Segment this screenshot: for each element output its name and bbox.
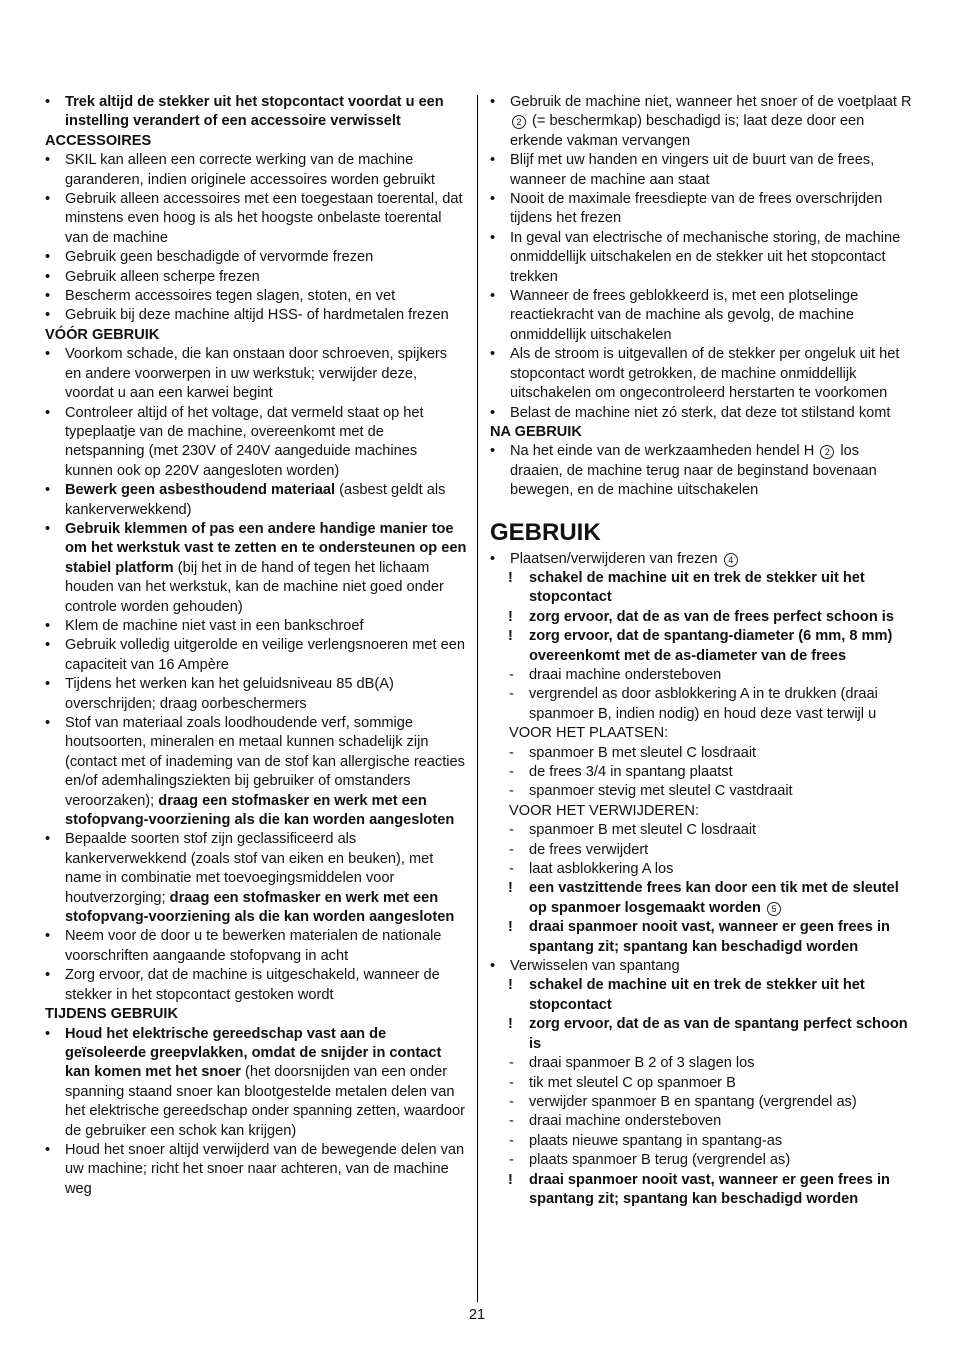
step	[490, 1093, 912, 1112]
bullet: •	[490, 958, 496, 975]
list-item	[45, 830, 467, 927]
list-item	[45, 345, 467, 403]
dash-marker: -	[509, 744, 514, 761]
list-item	[45, 714, 467, 830]
item-bold-text: Gebruik klemmen of pas een andere handige manier toe om het werkstuk vast te zetten en te ondersteunen op een stabiel platform	[65, 520, 467, 576]
step	[490, 841, 912, 860]
step-text: draai machine ondersteboven	[529, 666, 722, 683]
step-text: schakel de machine uit en trek de stekker uit het stopcontact	[529, 977, 865, 1013]
item-text: Voorkom schade, die kan onstaan door schroeven, spijkers en andere voorwerpen in uw werkstuk; verwijder deze, voordat u aan een karwei begint	[65, 346, 448, 402]
dash-marker: -	[509, 1113, 514, 1130]
accessoires-list	[45, 151, 467, 326]
tijdens-gebruik-heading: TIJDENS GEBRUIK	[45, 1006, 178, 1023]
list-item	[45, 248, 467, 267]
dash-marker: -	[509, 666, 514, 683]
list-item	[45, 151, 467, 190]
step-text: draai machine ondersteboven	[529, 1113, 722, 1130]
bullet: •	[490, 346, 496, 363]
step	[490, 1054, 912, 1073]
step-text: schakel de machine uit en trek de stekker uit het stopcontact	[529, 569, 865, 606]
list-item	[45, 520, 467, 617]
list-item	[45, 268, 467, 287]
figure-ref-circle: 2	[512, 115, 526, 129]
step-text: vergrendel as door asblokkering A in te drukken (draai spanmoer B, indien nodig) en houd deze vast terwijl u	[529, 686, 878, 722]
voor-verwijderen-label: VOOR HET VERWIJDEREN:	[509, 802, 700, 819]
intro-list	[45, 93, 467, 132]
item-text: Houd het snoer altijd verwijderd van de bewegende delen van uw machine; richt het snoer naar achteren, van de machine weg	[65, 1141, 465, 1197]
bullet: •	[45, 967, 51, 984]
bullet: •	[45, 404, 51, 421]
item-text: Neem voor de door u te bewerken materialen de nationale voorschriften aangaande stofopvang in acht	[65, 928, 442, 964]
warning-step	[490, 569, 912, 608]
step-text: spanmoer B met sleutel C losdraait	[529, 744, 757, 761]
item-text: Klem de machine niet vast in een bankschroef	[65, 617, 364, 634]
item-text: Tijdens het werken kan het geluidsniveau 85 dB(A) overschrijden; draag oorbeschermers	[65, 676, 394, 712]
bullet: •	[45, 288, 51, 305]
list-item	[490, 93, 912, 151]
item-text: Als de stroom is uitgevallen of de stekker per ongeluk uit het stopcontact wordt getrokken, de machine onmiddellijk uitschakelen om ongecontroleerd herstarten te voorkomen	[510, 346, 900, 402]
list-item	[45, 404, 467, 482]
wisselen-item	[490, 957, 912, 976]
warning-step	[490, 879, 912, 918]
item-bold-text: Bewerk geen asbesthoudend materiaal	[65, 482, 336, 499]
warning-marker: !	[508, 919, 513, 936]
bullet: •	[45, 94, 51, 110]
item-text: (= beschermkap) beschadigd is; laat deze door een erkende vakman vervangen	[510, 113, 865, 149]
gebruik-section-title: GEBRUIK	[490, 518, 601, 546]
dash-marker: -	[509, 841, 514, 858]
dash-marker: -	[509, 686, 514, 703]
bullet: •	[45, 249, 51, 266]
bullet: •	[45, 676, 51, 693]
item-text: Blijf met uw handen en vingers uit de buurt van de frees, wanneer de machine aan staat	[510, 152, 875, 188]
item-bold-text: draag een stofmasker en werk met een stofopvang-voorziening als die kan worden aangesloten	[65, 889, 455, 926]
step-text: draai spanmoer nooit vast, wanneer er geen frees in spantang zit; spantang kan beschadigd worden	[529, 1171, 890, 1207]
dash-marker: -	[509, 1132, 514, 1149]
voor-gebruik-heading: VÓÓR GEBRUIK	[45, 326, 160, 343]
item-text: In geval van electrische of mechanische storing, de machine onmiddellijk uitschakelen en de stekker uit het stopcontact trekken	[510, 229, 901, 285]
list-item	[45, 190, 467, 248]
bullet: •	[490, 229, 496, 246]
list-item	[490, 442, 912, 500]
figure-ref-circle: 5	[767, 902, 781, 916]
na-gebruik-list	[490, 442, 912, 500]
item-text: Bescherm accessoires tegen slagen, stoten, en vet	[65, 288, 396, 305]
item-text: Bepaalde soorten stof zijn geclassificeerd als kankerverwekkend (zoals stof van eiken en beuken), met name in combinatie met toevoegingsmiddelen voor houtverzorging;	[65, 831, 434, 906]
item-text: Stof van materiaal zoals loodhoudende verf, sommige houtsoorten, mineralen en metaal kunnen schadelijk zijn (contact met of inademing van de stof kan allergische reacties en/of ademhalingsziekten bij gebruiker of omstanders veroorzaken);	[65, 715, 465, 809]
list-item	[45, 636, 467, 675]
item-text: Zorg ervoor, dat de machine is uitgeschakeld, wanneer de stekker in het stopcontact gestoken wordt	[65, 967, 440, 1003]
list-item	[45, 1025, 467, 1141]
page-number: 21	[468, 1307, 486, 1323]
warning-marker: !	[508, 1171, 513, 1188]
bullet: •	[45, 617, 51, 634]
left-column	[45, 93, 467, 1199]
step-text: plaats spanmoer B terug (vergrendel as)	[529, 1152, 791, 1169]
bullet: •	[45, 1025, 51, 1042]
item-text: SKIL kan alleen een correcte werking van de machine garanderen, indien originele accessoires worden gebruikt	[65, 152, 435, 188]
item-text: Na het einde van de werkzaamheden hendel H	[510, 443, 819, 460]
plaatsen-steps	[490, 569, 912, 724]
warning-step	[490, 627, 912, 666]
warning-step	[490, 1015, 912, 1054]
step	[490, 685, 912, 724]
step-text: zorg ervoor, dat de as van de spantang perfect schoon is	[529, 1016, 908, 1052]
item-bold-text: Houd het elektrische gereedschap vast aan de geïsoleerde greepvlakken, omdat de snijder in contact kan komen met het snoer	[65, 1025, 442, 1081]
warning-step	[490, 1171, 912, 1210]
list-item	[490, 229, 912, 287]
step	[490, 1112, 912, 1131]
list-item	[490, 151, 912, 190]
warning-marker: !	[508, 1016, 513, 1033]
na-gebruik-heading: NA GEBRUIK	[490, 423, 582, 440]
bullet: •	[490, 443, 496, 460]
item-text: (bij het in de hand of tegen het lichaam houden van het werkstuk, kan de machine niet goed onder controle worden gehouden)	[65, 559, 444, 615]
step-text: de frees verwijdert	[529, 841, 649, 858]
item-text: Controleer altijd of het voltage, dat vermeld staat op het typeplaatje van de machine, overeenkomt met de netspanning (met 230V of 240V aangeduide machines kunnen ook op 220V aangesloten worden)	[65, 404, 424, 479]
item-text: Gebruik bij deze machine altijd HSS- of hardmetalen frezen	[65, 307, 449, 324]
warning-step	[490, 918, 912, 957]
dash-marker: -	[509, 1074, 514, 1091]
warning-step	[490, 976, 912, 1015]
list-item	[490, 190, 912, 229]
item-text: Wanneer de frees geblokkeerd is, met een plotselinge reactiekracht van de machine als gevolg, de machine onmiddellijk uitschakelen	[510, 288, 859, 343]
voor-plaatsen-label: VOOR HET PLAATSEN:	[509, 725, 669, 742]
step-text: plaats nieuwe spantang in spantang-as	[529, 1132, 783, 1149]
item-text: Gebruik alleen accessoires met een toegestaan toerental, dat minstens even hoog is als het hoogste onbelaste toerental van de machine	[65, 191, 463, 246]
tijdens-gebruik-continued-list	[490, 93, 912, 423]
dash-marker: -	[509, 764, 514, 780]
item-text: Gebruik alleen scherpe frezen	[65, 268, 260, 285]
list-item	[45, 617, 467, 636]
dash-marker: -	[509, 1055, 514, 1072]
item-text: Gebruik de machine niet, wanneer het snoer of de voetplaat R	[510, 94, 912, 110]
bullet: •	[45, 928, 51, 945]
step	[490, 666, 912, 685]
dash-marker: -	[509, 1152, 514, 1169]
warning-marker: !	[508, 977, 513, 994]
step	[490, 1132, 912, 1151]
bullet: •	[490, 191, 496, 208]
bullet: •	[45, 346, 51, 363]
list-item	[45, 675, 467, 714]
step	[490, 860, 912, 879]
item-text: los draaien, de machine terug naar de beginstand bovenaan bewegen, en de machine uitschakelen	[510, 443, 877, 499]
step	[490, 1151, 912, 1170]
step-text: zorg ervoor, dat de spantang-diameter (6 mm, 8 mm) overeenkomt met de as-diameter van de frees	[529, 628, 893, 664]
voor-verwijderen-steps	[490, 821, 912, 957]
step-text: verwijder spanmoer B en spantang (vergrendel as)	[529, 1093, 857, 1110]
plaatsen-label: Plaatsen/verwijderen van frezen	[510, 550, 722, 567]
step	[490, 821, 912, 840]
list-item	[45, 481, 467, 520]
bullet: •	[45, 482, 51, 499]
bullet: •	[490, 404, 496, 421]
step	[490, 1074, 912, 1093]
warning-marker: !	[508, 569, 513, 586]
bullet: •	[490, 94, 496, 110]
voor-plaatsen-steps	[490, 744, 912, 802]
warning-marker: !	[508, 628, 513, 645]
step-text: draai spanmoer nooit vast, wanneer er geen frees in spantang zit; spantang kan beschadigd worden	[529, 919, 890, 955]
bullet: •	[490, 152, 496, 169]
list-item	[45, 966, 467, 1005]
step-text: tik met sleutel C op spanmoer B	[529, 1074, 736, 1091]
item-text: Belast de machine niet zó sterk, dat deze tot stilstand komt	[510, 404, 891, 421]
voor-gebruik-list	[45, 345, 467, 1005]
step	[490, 763, 912, 782]
step-text: draai spanmoer B 2 of 3 slagen los	[529, 1055, 755, 1072]
bullet: •	[45, 637, 51, 654]
bullet: •	[45, 307, 51, 324]
step-text: spanmoer stevig met sleutel C vastdraait	[529, 783, 793, 800]
figure-ref-circle: 2	[820, 445, 834, 459]
step-text: spanmoer B met sleutel C losdraait	[529, 822, 757, 839]
bullet: •	[45, 191, 51, 208]
bullet: •	[490, 550, 496, 567]
warning-marker: !	[508, 608, 513, 625]
dash-marker: -	[509, 822, 514, 839]
bullet: •	[45, 268, 51, 285]
step-text: laat asblokkering A los	[529, 861, 674, 878]
item-text: Nooit de maximale freesdiepte van de frees overschrijden tijdens het frezen	[510, 191, 883, 227]
plaatsen-item	[490, 550, 912, 569]
dash-marker: -	[509, 861, 514, 878]
list-item	[45, 93, 467, 132]
bullet: •	[45, 152, 51, 169]
list-item	[490, 345, 912, 403]
item-text: Gebruik volledig uitgerolde en veilige verlengsnoeren met een capaciteit van 16 Ampère	[65, 637, 465, 673]
bullet: •	[45, 520, 51, 537]
list-item	[490, 287, 912, 345]
figure-ref-circle: 4	[724, 553, 738, 567]
wisselen-label: Verwisselen van spantang	[510, 958, 680, 975]
step-text: de frees 3/4 in spantang plaatst	[529, 764, 733, 780]
list-item	[45, 306, 467, 325]
bullet: •	[45, 1141, 51, 1158]
step-text: zorg ervoor, dat de as van de frees perfect schoon is	[529, 608, 894, 625]
right-column	[490, 93, 912, 1209]
step	[490, 744, 912, 763]
accessoires-heading: ACCESSOIRES	[45, 132, 152, 149]
dash-marker: -	[509, 1093, 514, 1110]
wisselen-steps	[490, 976, 912, 1209]
item-bold-text: draag een stofmasker en werk met een stofopvang-voorziening als die kan worden aangesloten	[65, 792, 455, 829]
item-text: (asbest geldt als kankerverwekkend)	[65, 482, 446, 518]
list-item	[45, 1141, 467, 1199]
bullet: •	[490, 288, 496, 305]
bullet: •	[45, 715, 51, 731]
warning-marker: !	[508, 880, 513, 897]
bullet: •	[45, 831, 51, 848]
column-divider	[477, 95, 478, 1302]
item-text: (het doorsnijden van een onder spanning staand snoer kan blootgestelde metalen delen van het elektrische gereedschap onder spanning zetten, waardoor de gebruiker een schok kan krijgen)	[65, 1064, 465, 1139]
tijdens-gebruik-list	[45, 1025, 467, 1200]
dash-marker: -	[509, 783, 514, 800]
step-text: een vastzittende frees kan door een tik met de sleutel op spanmoer losgemaakt worden	[529, 880, 899, 916]
list-item	[45, 287, 467, 306]
list-item	[45, 927, 467, 966]
warning-step	[490, 608, 912, 627]
list-item	[490, 404, 912, 423]
item-bold-text: Trek altijd de stekker uit het stopcontact voordat u een instelling verandert of een accessoire verwisselt	[65, 94, 444, 130]
item-text: Gebruik geen beschadigde of vervormde frezen	[65, 249, 374, 266]
step	[490, 782, 912, 801]
